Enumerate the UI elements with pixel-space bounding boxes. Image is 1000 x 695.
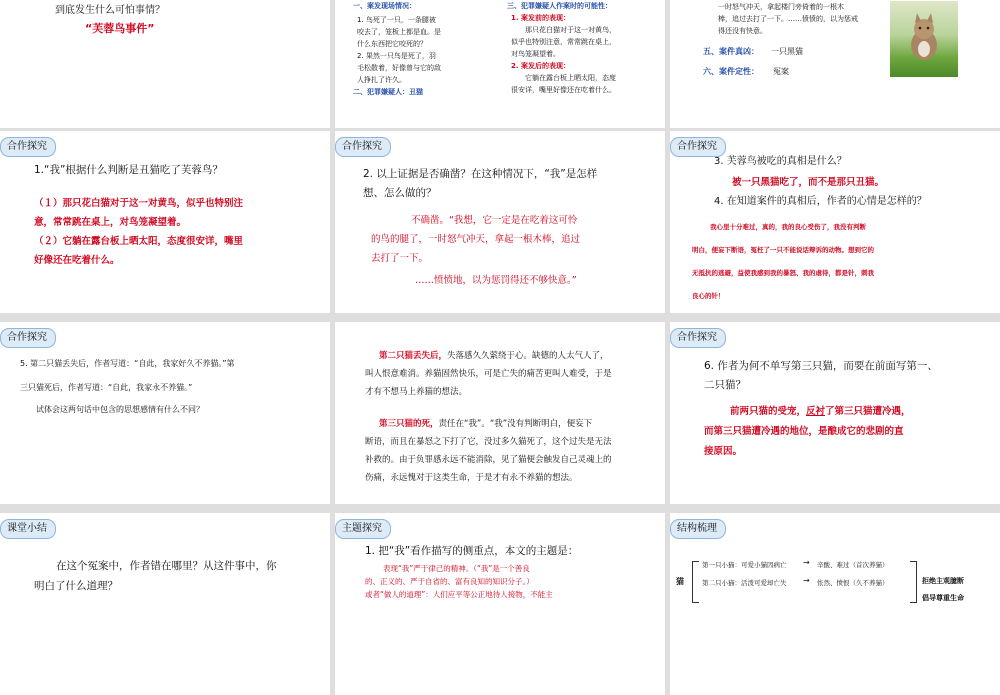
arrow-2: → <box>803 576 810 585</box>
third-cat-para-line-1 <box>379 416 592 433</box>
culprit-heading: 五、案件真凶： <box>703 47 759 56</box>
slide-7[interactable] <box>0 322 330 504</box>
slide-12[interactable] <box>670 513 1000 695</box>
slide-8[interactable] <box>335 322 665 504</box>
after-heading: 2. 案发后的表现： <box>511 62 570 70</box>
question-3: 3. 芙蓉鸟被吃的真相是什么？ <box>714 156 847 167</box>
section-tag: 合作探究 <box>670 137 726 157</box>
feeling-line-1: 我心里十分难过，真的，我的良心受伤了，我没有判断 <box>710 223 866 231</box>
feeling-line-2: 明白，便妄下断语，冤枉了一只不能说话辩诉的动物。想到它的 <box>692 246 874 254</box>
case-name: “芙蓉鸟事件” <box>85 22 155 35</box>
before-line-1: 那只花白猫对于这一对黄鸟， <box>525 26 616 34</box>
second-cat-para-line-3: 才有不想马上养猫的想法。 <box>365 387 468 397</box>
branch-2: 第二只小猫：活泼可爱却亡失 <box>702 579 787 587</box>
section-tag: 合作探究 <box>670 328 726 348</box>
question-5-line-2: 三只猫死后，作者写道：“自此，我家永不养猫。” <box>20 383 193 392</box>
second-cat-para-line-2: 叫人恨意难消。养猫固然快乐，可是亡失的痛苦更叫人难受，于是 <box>365 369 612 379</box>
answer-part-a: 前两只猫的受宠， <box>730 406 807 417</box>
after-line-2: 很安详，嘴里好像还在吃着什么。 <box>511 86 616 94</box>
before-line-3: 对鸟笼凝望着。 <box>511 50 560 58</box>
answer-line-2: 意，常常跳在桌上，对鸟笼凝望着。 <box>34 217 187 228</box>
slide-11[interactable] <box>335 513 665 695</box>
scene-line-2: 咬去了，笼板上都是血。是 <box>357 28 441 36</box>
question-tail: 到底发生什么可怕事情？ <box>55 5 165 16</box>
slide-1[interactable] <box>0 0 330 128</box>
answer-line-4: 好像还在吃着什么。 <box>34 255 120 266</box>
section-tag: 主题探究 <box>335 519 391 539</box>
verdict-heading: 六、案件定性： <box>703 67 759 76</box>
quote-line-2: 棒，追过去打了一下。……愤愤的，以为惩戒 <box>718 15 858 23</box>
conclusion-2: 倡导尊重生命 <box>922 594 964 602</box>
answer-line-3: 去打了一下。 <box>371 253 429 264</box>
slide-2[interactable] <box>335 0 665 128</box>
question-6-line-1: 6. 作者为何不单写第三只猫，而要在前面写第一、 <box>704 360 938 372</box>
scene-heading: 一、案发现场情况： <box>353 2 416 10</box>
right-bracket <box>910 561 917 603</box>
answer-line-1: 不确凿。“我想，它一定是在吃着这可怜 <box>411 215 578 226</box>
answer-keyword: 反衬 <box>806 406 826 417</box>
third-cat-text: 责任在“我”。“我”没有判断明白，便妄下 <box>438 419 593 429</box>
scene-line-4: 2. 果然一只鸟是死了，羽 <box>357 52 436 60</box>
question-4: 4. 在知道案件的真相后，作者的心情是怎样的？ <box>714 196 927 207</box>
answer-line-4: ……愤愤地，以为惩罚得还不够快意。” <box>415 275 577 286</box>
third-cat-para-line-4: 伤痛，永远愧对于这类生命，于是才有永不养猫的想法。 <box>365 473 578 483</box>
section-tag: 合作探究 <box>0 328 56 348</box>
culprit-value: 一只黑猫 <box>771 47 803 56</box>
diagram-root: 猫 <box>676 577 684 586</box>
third-cat-lead: 第三只猫的死， <box>379 419 439 429</box>
second-cat-text: 失落感久久萦绕于心。缺德的人太气人了， <box>447 351 609 361</box>
slide-4[interactable] <box>0 131 330 313</box>
feeling-line-3: 无抵抗的逃避，益使我感到我的暴怒、我的虐待，都是针，刺我 <box>692 269 874 277</box>
third-cat-para-line-3: 补救的。由于负罪感永远不能消除，见了猫便会触发自己灵魂上的 <box>365 455 612 465</box>
answer-line-3: 接原因。 <box>704 446 743 457</box>
possibility-heading: 三、犯罪嫌疑人作案时的可能性： <box>507 2 612 10</box>
theme-answer-line-2: 的、正义的、严于自省的、富有良知的知识分子。） <box>365 577 534 586</box>
section-tag: 课堂小结 <box>0 519 56 539</box>
question-2-line-1: 2. 以上证据是否确凿？在这种情况下，“我”是怎样 <box>363 168 598 180</box>
quote-line-3: 得还没有快意。 <box>718 27 767 35</box>
theme-answer-line-1: 表现“我”严于律己的精神。（“我”是一个善良 <box>383 564 530 573</box>
cat-photo <box>890 1 958 77</box>
question-2-line-2: 想、怎么做的？ <box>363 187 437 199</box>
answer-line-3: （２）它躺在露台板上晒太阳，态度很安详，嘴里 <box>34 236 244 247</box>
theme-question: 1. 把“我”看作描写的侧重点，本文的主题是： <box>365 545 579 557</box>
section-tag: 合作探究 <box>335 137 391 157</box>
second-cat-lead: 第二只猫丢失后， <box>379 351 448 361</box>
summary-line-1: 在这个冤案中，作者错在哪里？从这件事中，你 <box>56 560 277 572</box>
summary-line-2: 明白了什么道理？ <box>34 580 118 592</box>
scene-line-3: 什么东西把它咬死的？ <box>357 40 427 48</box>
section-tag: 结构梳理 <box>670 519 726 539</box>
scene-line-5: 毛松散着，好像曾与它的敌 <box>357 64 441 72</box>
answer-line-1: （１）那只花白猫对于这一对黄鸟，似乎也特别注 <box>34 198 244 209</box>
conclusion-1: 拒绝主观臆断 <box>922 577 964 585</box>
scene-line-6: 人挣扎了许久。 <box>357 76 406 84</box>
feeling-line-4: 良心的针！ <box>692 292 725 300</box>
scene-line-1: 1. 鸟死了一只，一条腿被 <box>357 16 436 24</box>
question-5-line-3: 试体会这两句话中包含的思想感情有什么不同？ <box>36 405 204 414</box>
slide-5[interactable] <box>335 131 665 313</box>
verdict-value: 冤案 <box>773 67 789 76</box>
answer-3: 被一只黑猫吃了，而不是那只丑猫。 <box>732 177 885 188</box>
slide-9[interactable] <box>670 322 1000 504</box>
kitten-illustration <box>890 1 958 77</box>
after-line-1: 它躺在露台板上晒太阳，态度 <box>525 74 616 82</box>
arrow-1: → <box>803 558 810 567</box>
question-5-line-1: 5. 第二只猫丢失后，作者写道：“自此，我家好久不养猫。”第 <box>20 359 235 368</box>
question-1: 1.“我”根据什么判断是丑猫吃了芙蓉鸟？ <box>34 164 223 176</box>
answer-part-c: 了第三只猫遭冷遇， <box>825 406 911 417</box>
section-tag: 合作探究 <box>0 137 56 157</box>
answer-line-2: 而第三只猫遭冷遇的地位，是酿成它的悲剧的直 <box>704 426 904 437</box>
answer-line-1 <box>730 402 911 422</box>
quote-line-1: 一时怒气冲天，拿起楼门旁倚着的一根木 <box>718 3 844 11</box>
before-line-2: 似乎也特别注意，常常跳在桌上， <box>511 38 616 46</box>
branch-2-feeling: 怅然、愤恨（久不养猫） <box>817 579 889 587</box>
before-heading: 1. 案发前的表现： <box>511 14 570 22</box>
answer-line-2: 的鸟的腿了，一时怒气冲天，拿起一根木棒，追过 <box>371 234 581 245</box>
suspect-heading: 二、犯罪嫌疑人：丑猫 <box>353 88 423 96</box>
branch-1: 第一只小猫：可爱小猫因病亡 <box>702 561 787 569</box>
left-bracket <box>692 561 699 603</box>
slide-6[interactable] <box>670 131 1000 313</box>
theme-answer-line-3: 或者“做人的道理”：人们应平等公正地待人接物，不能主 <box>365 590 553 599</box>
slide-3[interactable] <box>670 0 1000 128</box>
branch-1-feeling: 辛酸、难过（首次养猫） <box>817 561 889 569</box>
third-cat-para-line-2: 断语，而且在暴怒之下打了它，没过多久猫死了，这个过失是无法 <box>365 437 612 447</box>
question-6-line-2: 二只猫？ <box>704 379 746 391</box>
slide-10[interactable] <box>0 513 330 695</box>
second-cat-para-line-1 <box>379 348 609 365</box>
